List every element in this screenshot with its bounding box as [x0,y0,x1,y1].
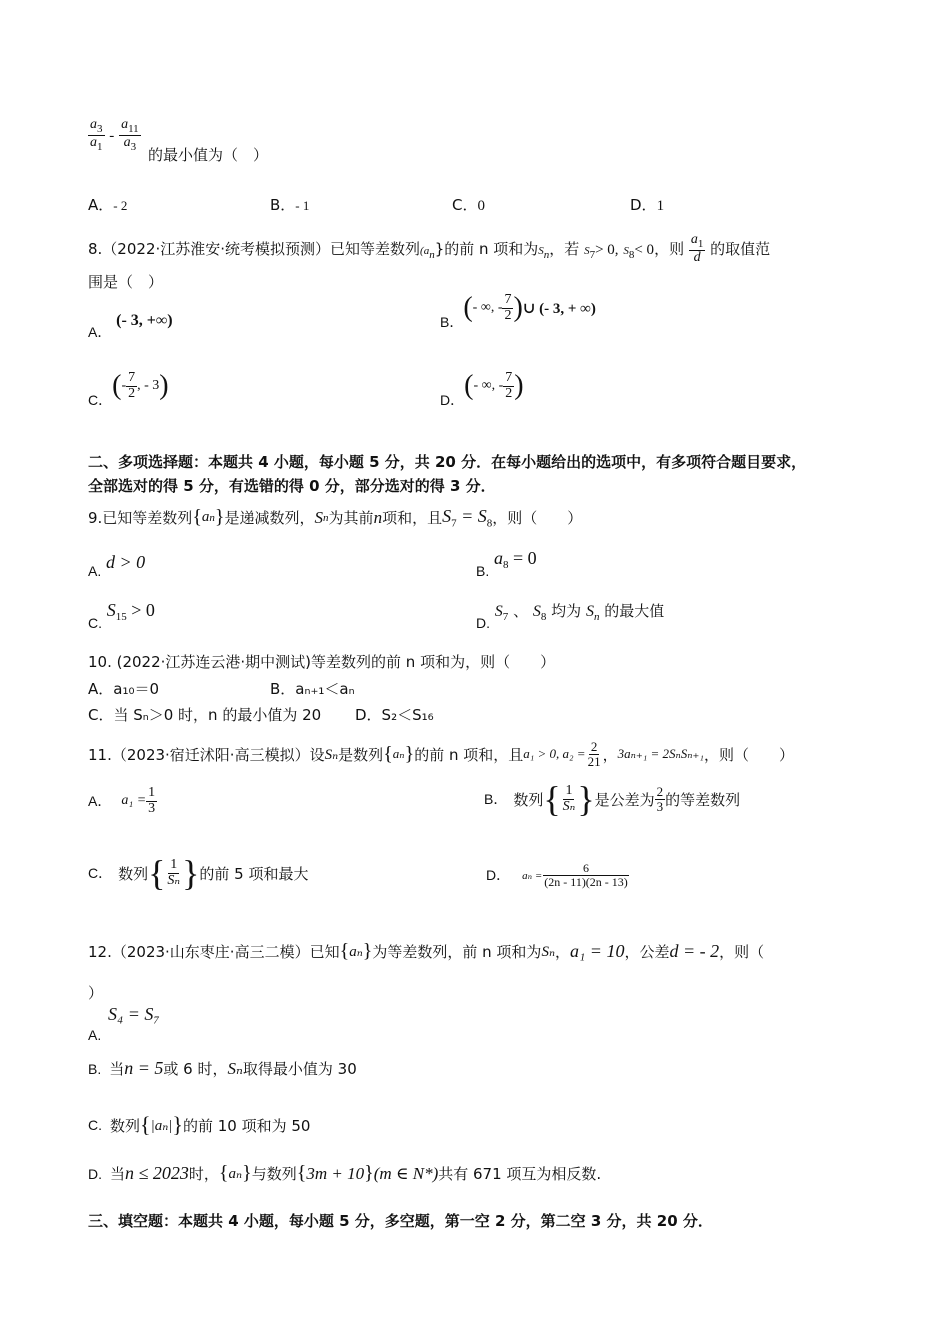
q8-option-c[interactable]: C． ( - $\frac{7}{2}$ , - 3 ) [88,369,169,408]
q10-option-b[interactable]: B．aₙ₊₁＜aₙ [270,680,355,698]
q8-option-a[interactable]: A． (- 3, +∞) [88,312,173,340]
q10-option-d[interactable]: D．S₂＜S₁₆ [355,706,434,724]
q12-stem: 12.（2023·山东枣庄·高三二模）已知 { aₙ } 为等差数列，前 n 项和为 Sₙ ， a₁ = 10 ，公差 d = - 2 ，则（ [88,940,765,962]
q9-option-a[interactable]: A. d > 0 [88,552,146,579]
q8-option-b[interactable]: B． ( - ∞, - $\frac{7}{2}$ ) ∪ (- 3, + ∞) [440,291,596,330]
section3-heading: 三、填空题：本题共 4 小题，每小题 5 分，多空题，第一空 2 分，第二空 3 分，共 20 分． [88,1212,713,1230]
q10-stem: 10. (2022·江苏连云港·期中测试)等差数列的前 n 项和为，则（ ） [88,653,556,671]
q7-option-d[interactable]: D．1 [630,196,665,214]
q9-option-d[interactable]: D. $S_7$ 、 $S_8$ 均为 $S_n$ 的最大值 [476,602,665,631]
q9-option-b[interactable]: B. $a_8 = 0$ [476,548,537,579]
q12-stem-line2: ） [88,984,104,1002]
q11-option-d[interactable]: D． aₙ = $\frac{6}{(2n - 11)(2n - 13)}$ [486,861,628,889]
section2-heading-line2: 全部选对的得 5 分，有选错的得 0 分，部分选对的得 3 分． [88,477,496,495]
q11-option-c[interactable]: C． 数列 { $\frac{1}{\text{Sₙ}}$ } 的前 5 项和最大 [88,853,309,893]
q8-stem-line2: 围是（ ） [88,273,164,291]
q7-option-c[interactable]: C．0 [452,196,485,214]
section2-heading-line1: 二、多项选择题：本题共 4 小题，每小题 5 分，共 20 分．在每小题给出的选项中，有多项符合题目要求， [88,453,807,471]
q7-option-a[interactable]: A．- 2 [88,196,128,214]
q12-option-c[interactable]: C. 数列 { |aₙ| } 的前 10 项和为 50 [88,1112,311,1137]
q7-expression: $\frac{a_3}{a_1}$ - $\frac{a_{11}}{a_3}$ [90,117,139,154]
q11-option-b[interactable]: B． 数列 { $\frac{1}{\text{Sₙ}}$ } 是公差为 $\frac{2}{3}$ 的等差数列 [484,779,741,819]
q12-option-b[interactable]: B. 当 n = 5 或 6 时， Sₙ 取得最小值为 30 [88,1058,357,1078]
q9-stem: 9.已知等差数列 { a n } 是递减数列， S n 为其前 n 项和，且 $S_7 = S_8$ ，则（ ） [88,506,583,530]
q10-option-a[interactable]: A．a₁₀＝0 [88,680,160,698]
q11-stem: 11.（2023·宿迁沭阳·高三模拟）设 Sₙ 是数列 { aₙ } 的前 n 项和，且 a₁ > 0, a₂ = $\frac{2}{21}$ ， 3aₙ₊₁ = 2SₙSₙ₊₁ ，则（ ） [88,739,794,769]
q7-tail: 的最小值为（ ） [148,146,269,164]
q12-option-d[interactable]: D. 当 n ≤ 2023 时， { aₙ } 与数列 { 3m + 10 } (m ∈ N*) 共有 671 项互为相反数. [88,1162,602,1184]
q8-option-d[interactable]: D． ( - ∞, - $\frac{7}{2}$ ) [440,369,524,408]
q9-option-c[interactable]: C. $S_{15} > 0$ [88,600,155,631]
q11-option-a[interactable]: A． a₁ = $\frac{1}{3}$ [88,785,156,816]
q8-stem: 8.（2022·江苏淮安·统考模拟预测）已知等差数列$(a_n\}$的前 n 项和为$S_n$，若 $S_7> 0$, $S_8< 0$，则 $\frac{a_1}{d}$ 的取值范 [88,232,771,266]
q7-option-b[interactable]: B．- 1 [270,196,310,214]
q12-option-a[interactable]: A. S₄ = S₇ [88,1004,160,1043]
q10-option-c[interactable]: C．当 Sₙ＞0 时，n 的最小值为 20 [88,706,322,724]
